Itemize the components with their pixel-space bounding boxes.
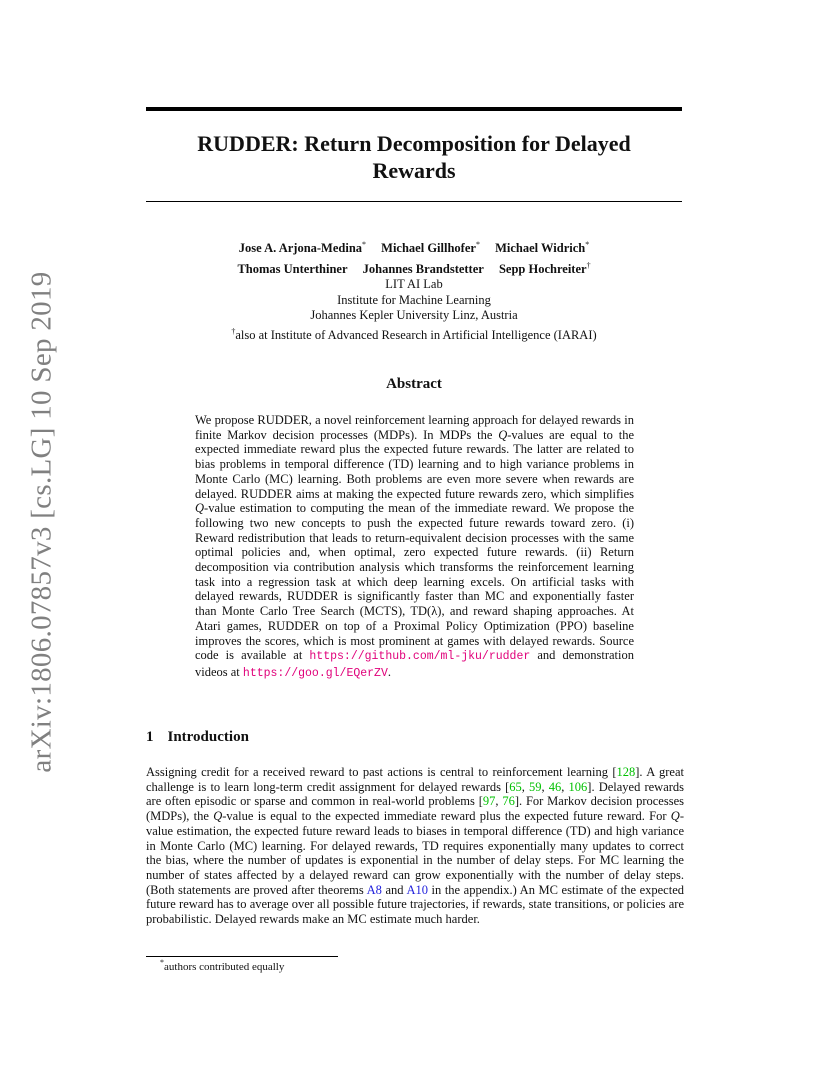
section-number: 1 xyxy=(146,729,154,745)
author: Michael Gillhofer* xyxy=(381,240,480,255)
author: Johannes Brandstetter xyxy=(362,262,484,276)
theorem-reference-link[interactable]: A8 xyxy=(366,882,382,897)
title-line-1: RUDDER: Return Decomposition for Delayed xyxy=(197,131,631,156)
dagger-mark: † xyxy=(231,326,236,336)
source-code-link[interactable]: https://github.com/ml-jku/rudder xyxy=(309,650,531,664)
footnote xyxy=(160,958,284,973)
footnote-text: authors contributed equally xyxy=(164,961,285,973)
affiliation-institute: Institute for Machine Learning xyxy=(337,292,491,307)
author: Jose A. Arjona-Medina* xyxy=(238,240,367,255)
introduction-paragraph: Assigning credit for a received reward to past actions is central to reinforcement learning [128]. A great challenge is to learn long-term credit assignment for delayed rewards [65, 59, 46, 106]. Delayed rewards are often episodic or sparse and common in real-world problems [97, 76]. For Markov decision processes (MDPs), the Q-value is equal to the expected immediate reward plus the expected future reward. For Q-value estimation, the expected future reward leads to biases in temporal difference (TD) and high variance in Monte Carlo (MC) learning. For delayed rewards, TD requires exponentially many updates to correct the bias, where the number of updates is exponential in the number of delay steps. For MC learning the number of states affected by a delayed reward can grow exponentially with the number of delay steps. (Both statements are proved after theorems A8 and A10 in the appendix.) An MC estimate of the expected future reward has to average over all possible future trajectories, if rewards, state transitions, or policies are probabilistic. Delayed rewards make an MC estimate much harder. xyxy=(146,765,685,927)
title-line-2: Rewards xyxy=(372,158,456,183)
footnote-mark: * xyxy=(160,958,164,967)
affiliation-lab: LIT AI Lab xyxy=(385,277,443,291)
citation-link[interactable]: 128 xyxy=(616,765,636,779)
section-heading-introduction xyxy=(146,729,249,746)
abstract-heading: Abstract xyxy=(386,376,442,392)
affiliation-university: Johannes Kepler University Linz, Austria xyxy=(310,308,518,322)
title-bottom-rule xyxy=(146,201,682,202)
citation-link[interactable]: 97 xyxy=(482,794,496,809)
author: Sepp Hochreiter† xyxy=(498,261,591,276)
arxiv-identifier-stamp: arXiv:1806.07857v3 [cs.LG] 10 Sep 2019 xyxy=(25,271,58,773)
title-top-rule xyxy=(146,107,682,111)
author: Thomas Unterthiner xyxy=(237,262,348,276)
authors-row-2 xyxy=(146,258,682,277)
theorem-reference-link[interactable]: A10 xyxy=(406,882,428,897)
abstract-text: We propose RUDDER, a novel reinforcement learning approach for delayed rewards in finite Markov decision processes (MDPs). In MDPs the Q-values are equal to the expected immediate reward plus the expected future rewards. The latter are related to bias problems in temporal difference (TD) learning and to high variance problems in Monte Carlo (MC) learning. Both problems are even more severe when rewards are delayed. RUDDER aims at making the expected future rewards zero, which simplifies Q-value estimation to computing the mean of the immediate reward. We propose the following two new concepts to push the expected future rewards toward zero. (i) Reward redistribution that leads to return-equivalent decision processes with the same optimal policies and, when optimal, zero expected future rewards. (ii) Return decomposition via contribution analysis which transforms the reinforcement learning task into a regression task at which deep learning excels. On artificial tasks with delayed rewards, RUDDER is significantly faster than MC and exponentially faster than Monte Carlo Tree Search (MCTS), TD(λ), and reward shaping approaches. At Atari games, RUDDER on top of a Proximal Policy Optimization (PPO) baseline improves the scores, which is most prominent at games with delayed rewards. Source code is available at https://github.com/ml-jku/rudder and demonstration videos at https://goo.gl/EQerZV. xyxy=(195,413,634,680)
citation-link[interactable]: 76 xyxy=(502,794,515,809)
affiliation-also: †also at Institute of Advanced Research in Artificial Intelligence (IARAI) xyxy=(231,326,597,342)
demo-videos-link[interactable]: https://goo.gl/EQerZV xyxy=(242,666,388,680)
author: Michael Widrich* xyxy=(495,240,590,255)
paper-title xyxy=(146,130,682,184)
citation-link[interactable]: 59 xyxy=(529,779,542,794)
authors-row-1 xyxy=(146,237,682,256)
section-title: Introduction xyxy=(167,729,249,745)
affiliation-block xyxy=(146,277,682,343)
citation-link[interactable]: 46 xyxy=(548,779,562,794)
citation-link[interactable]: 106 xyxy=(568,779,588,794)
citation-link[interactable]: 65 xyxy=(509,779,522,794)
footnote-rule xyxy=(146,956,338,957)
